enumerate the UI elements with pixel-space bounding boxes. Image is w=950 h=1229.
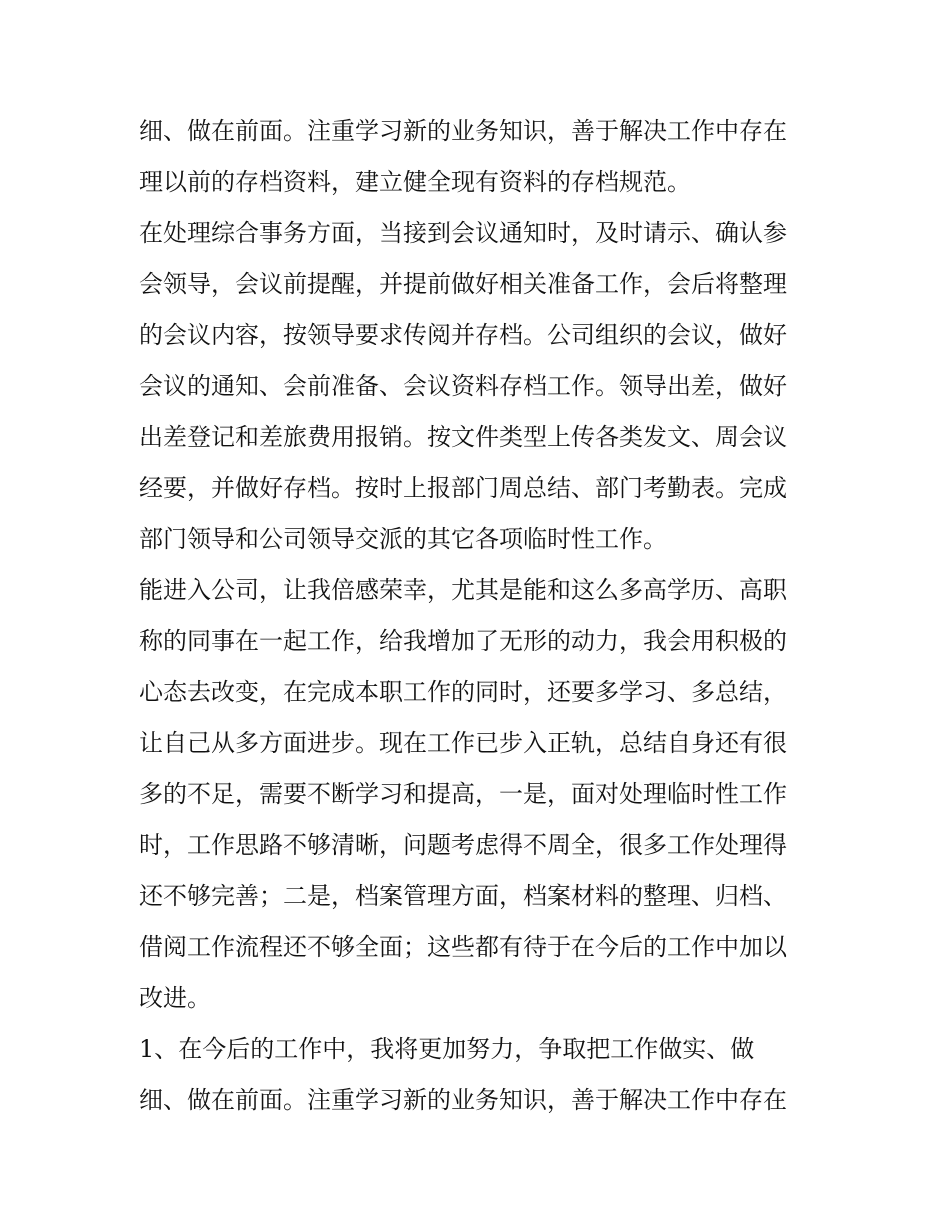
text-line: 在处理综合事务方面，当接到会议通知时，及时请示、确认参 [139,219,787,247]
text-line: 还不够完善；二是，档案管理方面，档案材料的整理、归档、 [139,882,787,910]
text-line: 改进。 [139,984,211,1012]
text-line: 心态去改变，在完成本职工作的同时，还要多学习、多总结， [139,678,787,706]
text-line: 会领导，会议前提醒，并提前做好相关准备工作，会后将整理 [139,270,787,298]
text-line: 能进入公司，让我倍感荣幸，尤其是能和这么多高学历、高职 [139,576,787,604]
text-line: 经要，并做好存档。按时上报部门周总结、部门考勤表。完成 [139,474,787,502]
text-line: 理以前的存档资料，建立健全现有资料的存档规范。 [139,168,691,196]
text-line: 细、做在前面。注重学习新的业务知识，善于解决工作中存在 [139,1086,787,1114]
text-line: 1、在今后的工作中，我将更加努力，争取把工作做实、做 [139,1035,755,1063]
text-line: 让自己从多方面进步。现在工作已步入正轨，总结自身还有很 [139,729,787,757]
text-line: 的会议内容，按领导要求传阅并存档。公司组织的会议，做好 [139,321,787,349]
text-line: 部门领导和公司领导交派的其它各项临时性工作。 [139,525,667,553]
text-line: 时，工作思路不够清晰，问题考虑得不周全，很多工作处理得 [139,831,787,859]
text-line: 细、做在前面。注重学习新的业务知识，善于解决工作中存在 [139,117,787,145]
text-line: 称的同事在一起工作，给我增加了无形的动力，我会用积极的 [139,627,787,655]
text-line: 会议的通知、会前准备、会议资料存档工作。领导出差，做好 [139,372,787,400]
document-body [139,106,819,1126]
text-line: 借阅工作流程还不够全面；这些都有待于在今后的工作中加以 [139,933,787,961]
text-line: 多的不足，需要不断学习和提高，一是，面对处理临时性工作 [139,780,787,808]
text-line: 出差登记和差旅费用报销。按文件类型上传各类发文、周会议 [139,423,787,451]
